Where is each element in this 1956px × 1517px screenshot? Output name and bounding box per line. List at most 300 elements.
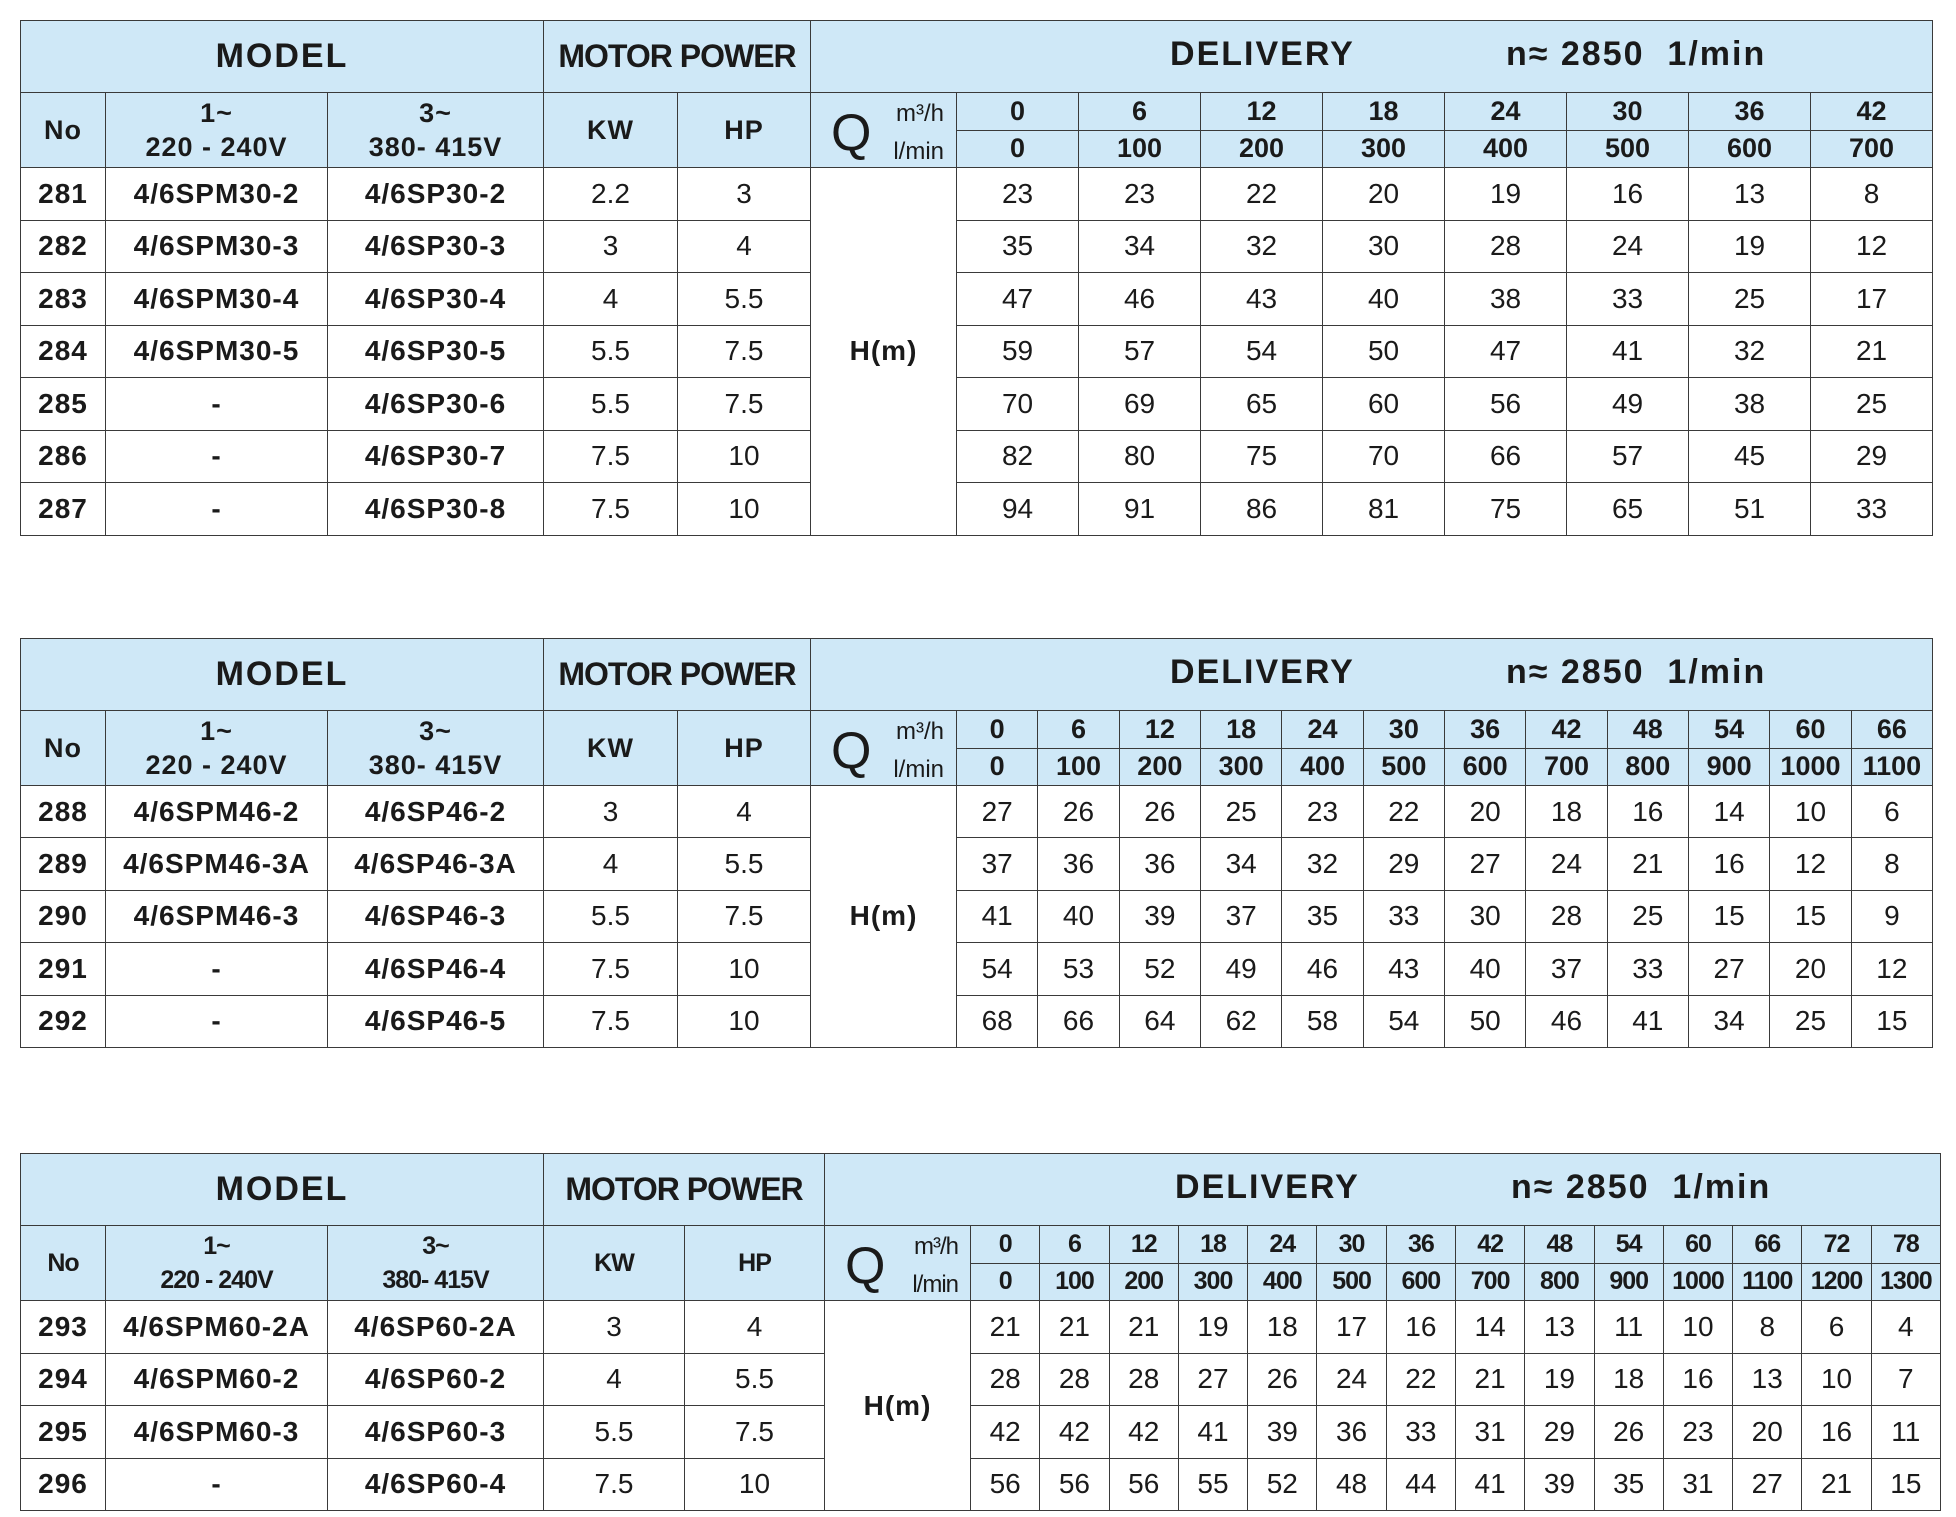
flow-lmin-value: 800 (1607, 748, 1688, 786)
head-value: 37 (957, 838, 1038, 890)
flow-units (893, 713, 944, 786)
flow-symbol: Q (845, 1237, 885, 1295)
model-three-phase: 4/6SP46-3A (328, 838, 544, 890)
head-value: 27 (1688, 943, 1769, 995)
model-three-phase: 4/6SP30-8 (328, 483, 544, 536)
flow-lmin-value: 300 (1178, 1263, 1247, 1301)
model-single-phase: 4/6SPM30-4 (106, 273, 328, 326)
head-value: 75 (1201, 430, 1323, 483)
power-kw: 3 (544, 1301, 685, 1354)
model-three-phase: 4/6SP60-2A (328, 1301, 544, 1354)
head-value: 42 (1040, 1406, 1109, 1459)
model-three-phase: 4/6SP30-3 (328, 220, 544, 273)
head-value: 33 (1811, 483, 1933, 536)
power-kw: 5.5 (544, 325, 678, 378)
head-value: 33 (1607, 943, 1688, 995)
flow-lmin-value: 900 (1688, 748, 1769, 786)
row-number: 294 (21, 1353, 106, 1406)
head-value: 19 (1445, 168, 1567, 221)
head-value: 10 (1770, 786, 1851, 838)
head-value: 12 (1770, 838, 1851, 890)
row-number: 289 (21, 838, 106, 890)
row-number: 288 (21, 786, 106, 838)
row-number: 282 (21, 220, 106, 273)
flow-units (893, 95, 944, 168)
flow-lmin-value: 700 (1455, 1263, 1524, 1301)
no-header: No (21, 93, 106, 168)
delivery-header (811, 639, 1933, 711)
head-value: 41 (1607, 995, 1688, 1047)
flow-m3h-value: 18 (1323, 93, 1445, 131)
head-value: 28 (1445, 220, 1567, 273)
head-value: 41 (957, 890, 1038, 942)
head-value: 35 (1282, 890, 1363, 942)
head-value: 35 (1594, 1458, 1663, 1511)
delivery-label: DELIVERY (1170, 653, 1355, 691)
model-header: MODEL (21, 21, 544, 93)
head-value: 41 (1455, 1458, 1524, 1511)
model-three-phase: 4/6SP60-3 (328, 1406, 544, 1459)
three-phase-header (328, 1226, 544, 1301)
flow-m3h-value: 54 (1688, 711, 1769, 749)
head-value: 46 (1079, 273, 1201, 326)
head-value: 11 (1594, 1301, 1663, 1354)
model-single-phase: 4/6SPM60-2 (106, 1353, 328, 1406)
head-value: 37 (1201, 890, 1282, 942)
model-single-phase: 4/6SPM30-3 (106, 220, 328, 273)
head-value: 56 (971, 1458, 1040, 1511)
head-value: 29 (1525, 1406, 1594, 1459)
flow-lmin-value: 1000 (1663, 1263, 1732, 1301)
flow-lmin-value: 500 (1363, 748, 1444, 786)
flow-lmin-value: 1100 (1851, 748, 1933, 786)
head-value: 20 (1323, 168, 1445, 221)
model-single-phase: 4/6SPM30-5 (106, 325, 328, 378)
table-row (21, 786, 1933, 838)
table-row (21, 1406, 1941, 1459)
power-kw: 7.5 (544, 483, 678, 536)
flow-lmin-value: 300 (1201, 748, 1282, 786)
head-value: 65 (1201, 378, 1323, 431)
power-hp: 3 (678, 168, 811, 221)
flow-symbol: Q (831, 722, 872, 780)
head-value: 16 (1688, 838, 1769, 890)
unit-m3h: m³/h (914, 1233, 959, 1260)
kw-header: KW (544, 711, 678, 786)
flow-m3h-value: 6 (1079, 93, 1201, 131)
head-value: 39 (1248, 1406, 1317, 1459)
flow-symbol: Q (831, 104, 872, 162)
flow-lmin-value: 200 (1201, 130, 1323, 168)
head-value: 66 (1038, 995, 1119, 1047)
flow-lmin-value: 0 (957, 748, 1038, 786)
table-row (21, 943, 1933, 995)
row-number: 295 (21, 1406, 106, 1459)
table-row (21, 1458, 1941, 1511)
model-three-phase: 4/6SP30-4 (328, 273, 544, 326)
power-kw: 7.5 (544, 1458, 685, 1511)
row-number: 292 (21, 995, 106, 1047)
model-header: MODEL (21, 639, 544, 711)
flow-m3h-value: 36 (1689, 93, 1811, 131)
flow-lmin-value: 400 (1248, 1263, 1317, 1301)
head-value: 20 (1770, 943, 1851, 995)
head-value: 46 (1526, 995, 1607, 1047)
model-single-phase: - (106, 483, 328, 536)
head-value: 24 (1526, 838, 1607, 890)
head-value: 30 (1444, 890, 1525, 942)
power-kw: 3 (544, 220, 678, 273)
flow-m3h-value: 30 (1317, 1226, 1386, 1264)
row-number: 283 (21, 273, 106, 326)
power-hp: 7.5 (678, 325, 811, 378)
flow-lmin-value: 600 (1444, 748, 1525, 786)
no-header: No (21, 1226, 106, 1301)
unit-lmin: l/min (893, 138, 945, 165)
head-value: 50 (1444, 995, 1525, 1047)
flow-lmin-value: 100 (1038, 748, 1119, 786)
head-value: 21 (1802, 1458, 1871, 1511)
three-phase-voltage: 380- 415V (382, 1266, 489, 1294)
head-value: 60 (1323, 378, 1445, 431)
head-value: 91 (1079, 483, 1201, 536)
model-single-phase: - (106, 943, 328, 995)
power-kw: 3 (544, 786, 678, 838)
head-value: 52 (1119, 943, 1200, 995)
flow-lmin-value: 500 (1567, 130, 1689, 168)
row-number: 285 (21, 378, 106, 431)
three-phase-voltage: 380- 415V (368, 132, 503, 162)
head-label: H(m) (811, 786, 957, 1048)
flow-m3h-value: 60 (1770, 711, 1851, 749)
head-value: 45 (1689, 430, 1811, 483)
head-value: 33 (1363, 890, 1444, 942)
flow-m3h-value: 30 (1567, 93, 1689, 131)
head-value: 6 (1851, 786, 1933, 838)
kw-header: KW (544, 1226, 685, 1301)
power-kw: 7.5 (544, 995, 678, 1047)
head-value: 25 (1201, 786, 1282, 838)
model-single-phase: - (106, 430, 328, 483)
head-value: 4 (1871, 1301, 1940, 1354)
power-kw: 5.5 (544, 1406, 685, 1459)
head-value: 8 (1733, 1301, 1802, 1354)
delivery-header (825, 1154, 1941, 1226)
flow-m3h-value: 24 (1282, 711, 1363, 749)
flow-m3h-value: 66 (1851, 711, 1933, 749)
unit-lmin: l/min (912, 1271, 959, 1298)
hp-header: HP (678, 93, 811, 168)
flow-m3h-value: 36 (1444, 711, 1525, 749)
performance-table (20, 638, 1933, 1048)
flow-lmin-value: 700 (1811, 130, 1933, 168)
head-value: 16 (1802, 1406, 1871, 1459)
head-value: 15 (1851, 995, 1933, 1047)
head-value: 42 (1109, 1406, 1178, 1459)
head-value: 23 (1663, 1406, 1732, 1459)
flow-m3h-value: 60 (1663, 1226, 1732, 1264)
head-value: 19 (1689, 220, 1811, 273)
head-value: 27 (1178, 1353, 1247, 1406)
flow-lmin-value: 100 (1040, 1263, 1109, 1301)
head-value: 43 (1363, 943, 1444, 995)
head-value: 29 (1363, 838, 1444, 890)
head-value: 49 (1201, 943, 1282, 995)
single-phase-voltage: 220 - 240V (160, 1266, 273, 1294)
model-single-phase: - (106, 995, 328, 1047)
head-value: 47 (1445, 325, 1567, 378)
three-phase-symbol: 3~ (422, 1232, 449, 1260)
flow-m3h-value: 42 (1811, 93, 1933, 131)
power-kw: 4 (544, 838, 678, 890)
motor-power-header: MOTOR POWER (544, 1154, 825, 1226)
model-three-phase: 4/6SP46-3 (328, 890, 544, 942)
flow-m3h-value: 0 (971, 1226, 1040, 1264)
head-value: 21 (1455, 1353, 1524, 1406)
row-number: 291 (21, 943, 106, 995)
head-value: 17 (1317, 1301, 1386, 1354)
head-value: 14 (1455, 1301, 1524, 1354)
head-value: 27 (957, 786, 1038, 838)
head-value: 65 (1567, 483, 1689, 536)
single-phase-symbol: 1~ (200, 716, 233, 746)
flow-m3h-value: 24 (1445, 93, 1567, 131)
head-value: 26 (1594, 1406, 1663, 1459)
flow-m3h-value: 24 (1248, 1226, 1317, 1264)
delivery-header (811, 21, 1933, 93)
flow-lmin-value: 100 (1079, 130, 1201, 168)
power-kw: 4 (544, 1353, 685, 1406)
model-single-phase: - (106, 1458, 328, 1511)
head-value: 75 (1445, 483, 1567, 536)
flow-lmin-value: 1100 (1733, 1263, 1802, 1301)
model-single-phase: 4/6SPM30-2 (106, 168, 328, 221)
performance-table (20, 20, 1933, 536)
model-three-phase: 4/6SP30-5 (328, 325, 544, 378)
head-value: 23 (957, 168, 1079, 221)
power-kw: 7.5 (544, 430, 678, 483)
unit-m3h: m³/h (896, 718, 945, 745)
head-value: 58 (1282, 995, 1363, 1047)
head-value: 30 (1323, 220, 1445, 273)
delivery-label: DELIVERY (1175, 1168, 1360, 1206)
head-value: 59 (957, 325, 1079, 378)
head-value: 54 (957, 943, 1038, 995)
head-value: 26 (1119, 786, 1200, 838)
model-single-phase: - (106, 378, 328, 431)
flow-lmin-value: 1000 (1770, 748, 1851, 786)
flow-lmin-value: 1300 (1871, 1263, 1940, 1301)
head-value: 32 (1689, 325, 1811, 378)
power-kw: 2.2 (544, 168, 678, 221)
head-value: 25 (1811, 378, 1933, 431)
head-value: 57 (1567, 430, 1689, 483)
delivery-label: DELIVERY (1170, 35, 1355, 73)
head-value: 69 (1079, 378, 1201, 431)
head-value: 12 (1851, 943, 1933, 995)
flow-m3h-value: 36 (1386, 1226, 1455, 1264)
flow-m3h-value: 78 (1871, 1226, 1940, 1264)
row-number: 296 (21, 1458, 106, 1511)
flow-lmin-value: 800 (1525, 1263, 1594, 1301)
model-three-phase: 4/6SP60-4 (328, 1458, 544, 1511)
head-value: 53 (1038, 943, 1119, 995)
row-number: 293 (21, 1301, 106, 1354)
head-value: 56 (1040, 1458, 1109, 1511)
head-value: 7 (1871, 1353, 1940, 1406)
speed-label: n≈ 2850 1/min (1506, 653, 1767, 691)
table-row (21, 168, 1933, 221)
head-value: 9 (1851, 890, 1933, 942)
head-value: 20 (1444, 786, 1525, 838)
head-value: 27 (1733, 1458, 1802, 1511)
head-value: 25 (1607, 890, 1688, 942)
head-value: 10 (1802, 1353, 1871, 1406)
head-value: 36 (1038, 838, 1119, 890)
table-row (21, 995, 1933, 1047)
head-value: 51 (1689, 483, 1811, 536)
head-value: 81 (1323, 483, 1445, 536)
head-value: 15 (1770, 890, 1851, 942)
head-value: 42 (971, 1406, 1040, 1459)
row-number: 290 (21, 890, 106, 942)
head-value: 47 (957, 273, 1079, 326)
head-value: 15 (1688, 890, 1769, 942)
head-value: 22 (1363, 786, 1444, 838)
motor-power-header: MOTOR POWER (544, 639, 811, 711)
head-value: 31 (1455, 1406, 1524, 1459)
head-value: 15 (1871, 1458, 1940, 1511)
head-value: 70 (957, 378, 1079, 431)
flow-header (811, 711, 957, 786)
head-value: 54 (1201, 325, 1323, 378)
speed-label: n≈ 2850 1/min (1506, 35, 1767, 73)
head-value: 35 (957, 220, 1079, 273)
flow-m3h-value: 66 (1733, 1226, 1802, 1264)
three-phase-voltage: 380- 415V (368, 750, 503, 780)
row-number: 287 (21, 483, 106, 536)
head-value: 52 (1248, 1458, 1317, 1511)
head-value: 18 (1248, 1301, 1317, 1354)
power-hp: 4 (685, 1301, 825, 1354)
power-hp: 4 (678, 220, 811, 273)
head-value: 55 (1178, 1458, 1247, 1511)
head-value: 32 (1282, 838, 1363, 890)
head-value: 13 (1689, 168, 1811, 221)
head-value: 25 (1689, 273, 1811, 326)
head-value: 34 (1201, 838, 1282, 890)
head-value: 49 (1567, 378, 1689, 431)
row-number: 281 (21, 168, 106, 221)
head-value: 28 (1526, 890, 1607, 942)
head-value: 34 (1688, 995, 1769, 1047)
head-value: 40 (1038, 890, 1119, 942)
head-value: 21 (1607, 838, 1688, 890)
head-value: 46 (1282, 943, 1363, 995)
head-value: 18 (1526, 786, 1607, 838)
head-value: 21 (971, 1301, 1040, 1354)
head-value: 25 (1770, 995, 1851, 1047)
power-kw: 5.5 (544, 378, 678, 431)
head-value: 82 (957, 430, 1079, 483)
power-hp: 7.5 (678, 890, 811, 942)
flow-m3h-value: 18 (1201, 711, 1282, 749)
kw-header: KW (544, 93, 678, 168)
model-three-phase: 4/6SP46-2 (328, 786, 544, 838)
power-hp: 7.5 (685, 1406, 825, 1459)
unit-lmin: l/min (893, 756, 945, 783)
single-phase-symbol: 1~ (200, 98, 233, 128)
head-value: 19 (1525, 1353, 1594, 1406)
flow-m3h-value: 6 (1038, 711, 1119, 749)
head-value: 36 (1317, 1406, 1386, 1459)
performance-table (20, 1153, 1941, 1511)
flow-lmin-value: 1200 (1802, 1263, 1871, 1301)
power-hp: 5.5 (678, 838, 811, 890)
head-value: 40 (1323, 273, 1445, 326)
power-kw: 5.5 (544, 890, 678, 942)
flow-m3h-value: 72 (1802, 1226, 1871, 1264)
three-phase-header (328, 93, 544, 168)
flow-m3h-value: 12 (1119, 711, 1200, 749)
flow-lmin-value: 600 (1386, 1263, 1455, 1301)
flow-m3h-value: 18 (1178, 1226, 1247, 1264)
table-row (21, 1353, 1941, 1406)
flow-m3h-value: 30 (1363, 711, 1444, 749)
single-phase-voltage: 220 - 240V (145, 132, 288, 162)
head-value: 70 (1323, 430, 1445, 483)
motor-power-header: MOTOR POWER (544, 21, 811, 93)
flow-m3h-value: 12 (1201, 93, 1323, 131)
head-value: 33 (1567, 273, 1689, 326)
power-kw: 4 (544, 273, 678, 326)
head-value: 10 (1663, 1301, 1732, 1354)
model-three-phase: 4/6SP30-2 (328, 168, 544, 221)
head-value: 21 (1811, 325, 1933, 378)
head-value: 56 (1109, 1458, 1178, 1511)
power-hp: 10 (678, 483, 811, 536)
model-three-phase: 4/6SP30-6 (328, 378, 544, 431)
head-value: 38 (1689, 378, 1811, 431)
head-value: 13 (1733, 1353, 1802, 1406)
head-value: 37 (1526, 943, 1607, 995)
head-value: 22 (1386, 1353, 1455, 1406)
head-value: 6 (1802, 1301, 1871, 1354)
row-number: 286 (21, 430, 106, 483)
head-label: H(m) (811, 168, 957, 536)
power-hp: 5.5 (678, 273, 811, 326)
power-hp: 7.5 (678, 378, 811, 431)
head-value: 44 (1386, 1458, 1455, 1511)
model-single-phase: 4/6SPM60-2A (106, 1301, 328, 1354)
flow-header (811, 93, 957, 168)
flow-m3h-value: 42 (1526, 711, 1607, 749)
head-value: 56 (1445, 378, 1567, 431)
single-phase-header (106, 1226, 328, 1301)
head-value: 29 (1811, 430, 1933, 483)
table-row (21, 273, 1933, 326)
table-row (21, 838, 1933, 890)
head-value: 43 (1201, 273, 1323, 326)
power-hp: 4 (678, 786, 811, 838)
model-three-phase: 4/6SP30-7 (328, 430, 544, 483)
head-value: 86 (1201, 483, 1323, 536)
table-row (21, 430, 1933, 483)
head-value: 24 (1567, 220, 1689, 273)
power-hp: 10 (685, 1458, 825, 1511)
flow-lmin-value: 400 (1445, 130, 1567, 168)
table-row (21, 483, 1933, 536)
